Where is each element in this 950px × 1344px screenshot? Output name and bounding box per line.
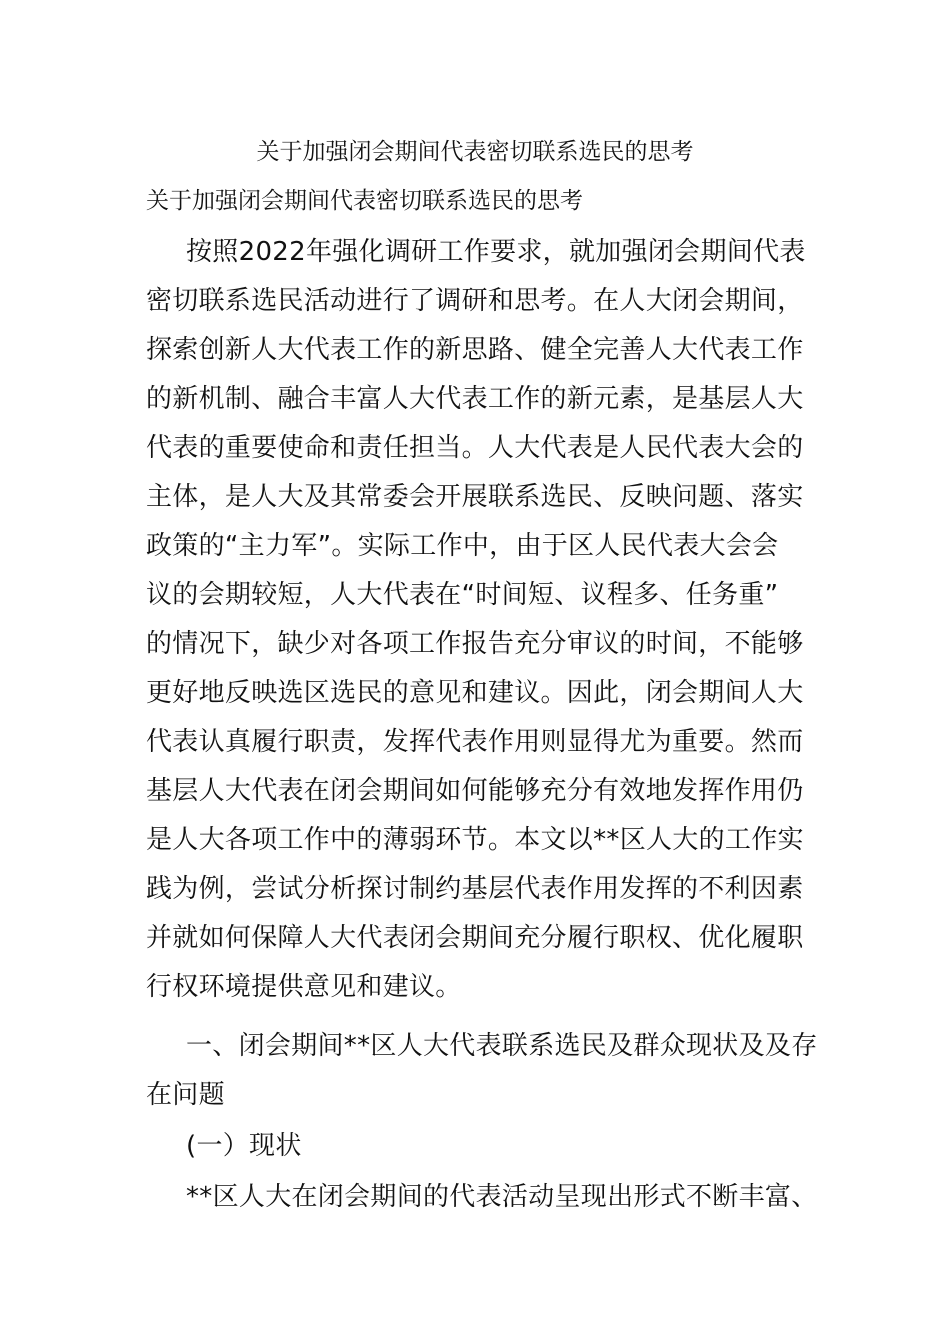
- intro-line: 基层人大代表在闭会期间如何能够充分有效地发挥作用仍: [146, 776, 804, 806]
- intro-line: 并就如何保障人大代表闭会期间充分履行职权、优化履职: [146, 923, 804, 953]
- intro-line: 主体，是人大及其常委会开展联系选民、反映问题、落实: [146, 482, 804, 512]
- intro-line: 是人大各项工作中的薄弱环节。本文以**区人大的工作实: [146, 825, 804, 855]
- intro-line: 的情况下，缺少对各项工作报告充分审议的时间，不能够: [146, 629, 804, 659]
- document-title: 关于加强闭会期间代表密切联系选民的思考: [256, 139, 694, 165]
- intro-line: 行权环境提供意见和建议。: [146, 972, 462, 1002]
- intro-line: 密切联系选民活动进行了调研和思考。在人大闭会期间，: [146, 286, 804, 316]
- subsection-heading: (一）现状: [186, 1131, 302, 1161]
- intro-line: 按照2022年强化调研工作要求，就加强闭会期间代表: [186, 237, 806, 267]
- intro-line: 政策的“主力军”。实际工作中，由于区人民代表大会会: [146, 531, 779, 561]
- section-heading-line: 一、闭会期间**区人大代表联系选民及群众现状及及存: [186, 1031, 818, 1061]
- section-heading-line: 在问题: [146, 1080, 225, 1110]
- intro-line: 代表的重要使命和责任担当。人大代表是人民代表大会的: [146, 433, 804, 463]
- intro-line: 探索创新人大代表工作的新思路、健全完善人大代表工作: [146, 335, 804, 365]
- document-subtitle: 关于加强闭会期间代表密切联系选民的思考: [146, 188, 583, 214]
- intro-line: 践为例，尝试分析探讨制约基层代表作用发挥的不利因素: [146, 874, 804, 904]
- intro-line: 更好地反映选区选民的意见和建议。因此，闭会期间人大: [146, 678, 804, 708]
- body-line: **区人大在闭会期间的代表活动呈现出形式不断丰富、: [186, 1182, 818, 1212]
- intro-line: 代表认真履行职责，发挥代表作用则显得尤为重要。然而: [146, 727, 804, 757]
- intro-line: 的新机制、融合丰富人大代表工作的新元素，是基层人大: [146, 384, 804, 414]
- intro-line: 议的会期较短，人大代表在“时间短、议程多、任务重”: [146, 580, 779, 610]
